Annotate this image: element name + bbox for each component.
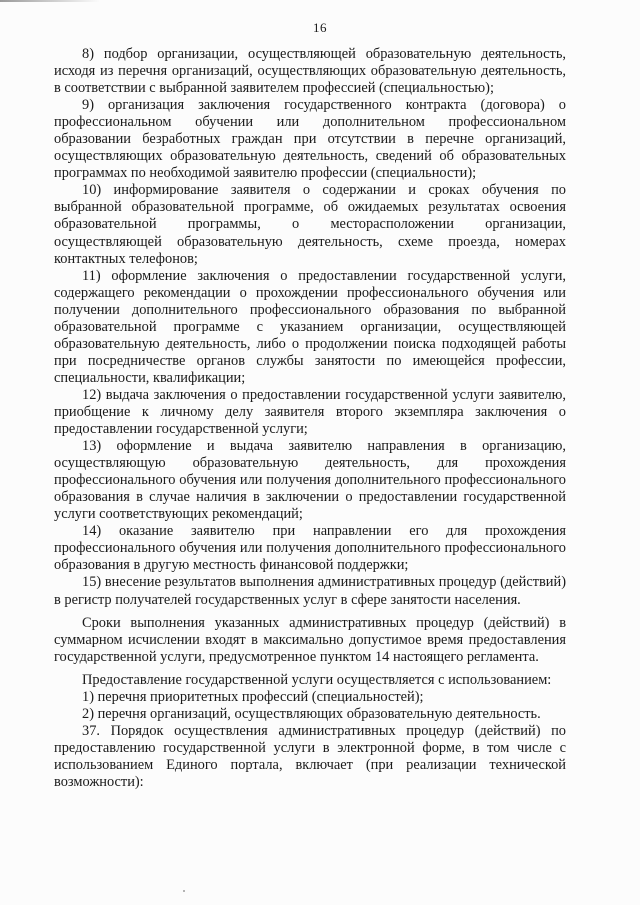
paragraph-item-13: 13) оформление и выдача заявителю направления в организацию, осуществляющую образовательную деятельность, для прохождения профессионального обучения или получения дополнительного профессионального образования в случае наличия в заключении о предоставлении государственной услуги соответствующих рекомендаций; (54, 438, 566, 523)
paragraph-usage-list-2: 2) перечня организаций, осуществляющих образовательную деятельность. (82, 705, 541, 722)
paragraph-item-9: 9) организация заключения государственного контракта (договора) о профессиональном обучении или дополнительном профессиональном образовании безработных граждан при отсутствии в перечне организаций, осуществляющих образовательную деятельность, сведений об образовательных программах по необходимой заявителю профессии (специальности); (54, 97, 566, 182)
paragraph-item-12: 12) выдача заключения о предоставлении государственной услуги заявителю, приобщение к личному делу заявителя второго экземпляра заключения о предоставлении государственной услуги; (54, 386, 566, 438)
paragraph-item-15: 15) внесение результатов выполнения административных процедур (действий) в регистр получателей государственных услуг в сфере занятости населения. (54, 574, 566, 608)
paragraph-deadlines: Сроки выполнения указанных административных процедур (действий) в суммарном исчислении входят в максимально допустимое время предоставления государственной услуги, предусмотренное пунктом 14 настоящего регламента. (54, 614, 566, 665)
document-body (54, 46, 566, 791)
paragraph-item-11: 11) оформление заключения о предоставлении государственной услуги, содержащего рекомендации о прохождении профессионального обучения или получении дополнительного профессионального образования по выбранной образовательной программе с указанием организации, осуществляющей образовательную деятельность, либо о продолжении поиска подходящей работы при посредничестве органов службы занятости по имеющейся профессии, специальности, квалификации; (54, 267, 566, 386)
paragraph-item-8: 8) подбор организации, осуществляющей образовательную деятельность, исходя из перечня организаций, осуществляющих образовательную деятельность, в соответствии с выбранной заявителем профессией (специальностью); (54, 46, 566, 97)
page-number: 16 (313, 20, 327, 35)
scan-speck (183, 890, 185, 892)
paragraph-usage-intro: Предоставление государственной услуги осуществляется с использованием: (82, 671, 552, 688)
paragraph-item-10: 10) информирование заявителя о содержании и сроках обучения по выбранной образовательной программе, об ожидаемых результатах освоения образовательной программы, о месторасположении организации, осуществляющей образовательную деятельность, схеме проезда, номерах контактных телефонов; (54, 182, 566, 267)
paragraph-usage-list-1: 1) перечня приоритетных профессий (специальностей); (82, 688, 424, 705)
scan-edge-mark (0, 0, 100, 2)
paragraph-section-37: 37. Порядок осуществления административных процедур (действий) по предоставлению государственной услуги в электронной форме, в том числе с использованием Единого портала, включает (при реализации технической возможности): (54, 722, 566, 790)
paragraph-item-14: 14) оказание заявителю при направлении его для прохождения профессионального обучения или получения дополнительного профессионального образования в другую местность финансовой поддержки; (54, 523, 566, 574)
